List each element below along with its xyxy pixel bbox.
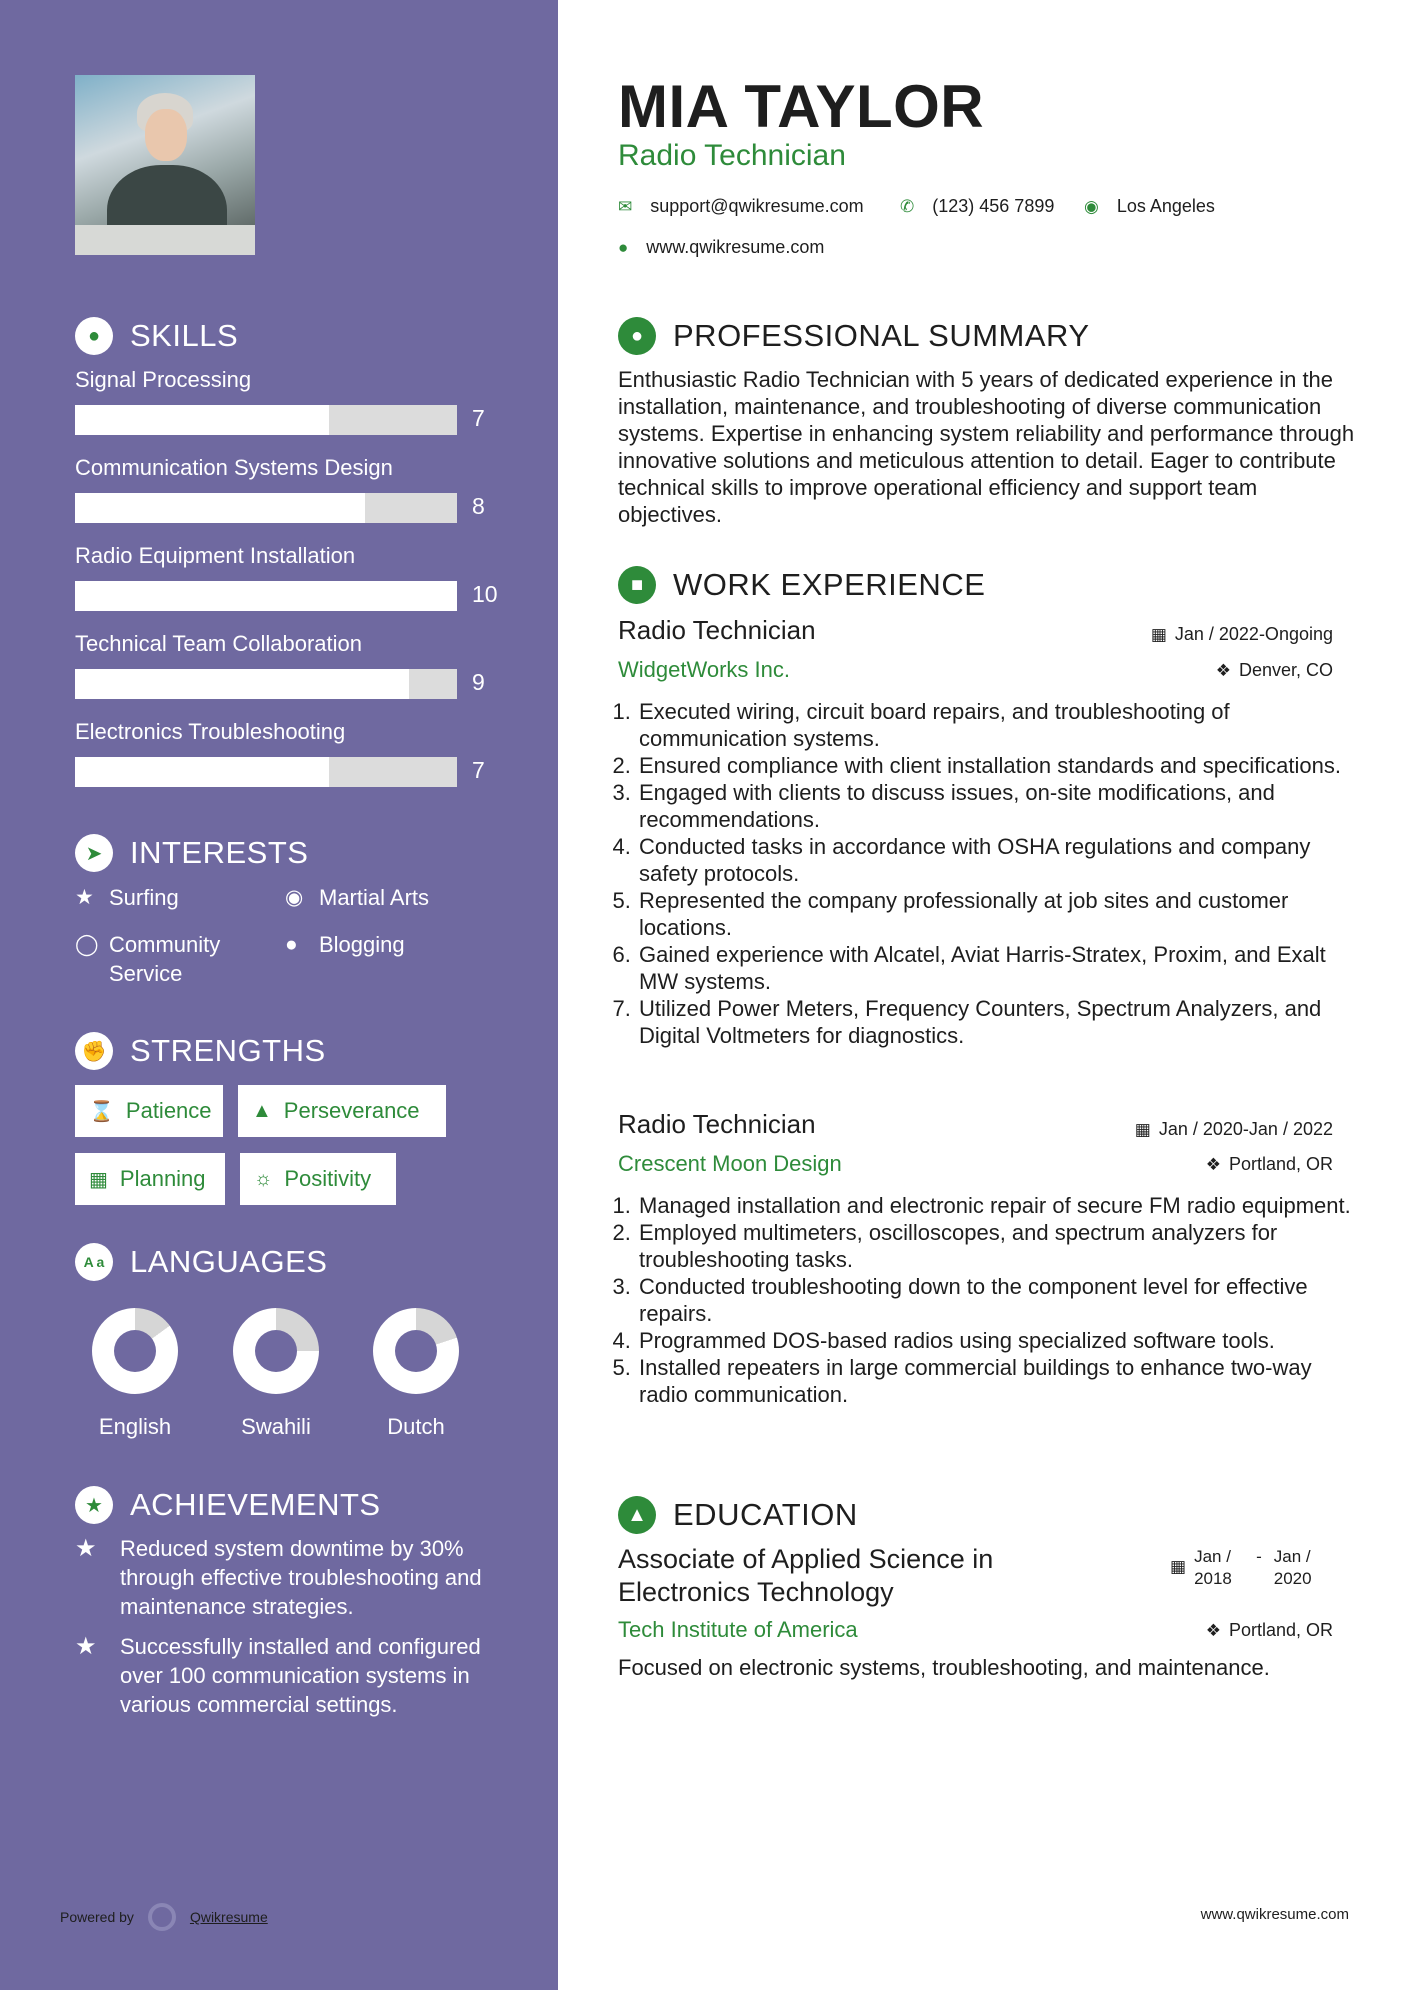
language-label: Dutch <box>387 1414 445 1439</box>
list-item: 1. Executed wiring, circuit board repairs, and troubleshooting of communication systems. <box>637 698 1358 752</box>
hourglass-icon: ⌛ <box>89 1100 114 1123</box>
list-item: 4. Conducted tasks in accordance with OSHA regulations and company safety protocols. <box>637 833 1358 887</box>
calendar-icon: ▦ <box>1170 1557 1187 1576</box>
lightbulb-icon: ● <box>75 317 113 355</box>
road-icon: ▲ <box>252 1099 272 1122</box>
list-item: 6. Gained experience with Alcatel, Aviat Harris-Stratex, Proxim, and Exalt MW systems. <box>637 941 1358 995</box>
star-icon: ★ <box>75 886 94 909</box>
skill-bar-fill <box>75 757 329 787</box>
phone-icon: ✆ <box>900 196 915 216</box>
achievement-item: ★ Reduced system downtime by 30% through effective troubleshooting and maintenance strategies. <box>75 1535 482 1619</box>
skill-value: 7 <box>472 405 485 431</box>
interest-item: ◉ Martial Arts <box>285 885 430 910</box>
skill-name: Technical Team Collaboration <box>75 631 362 656</box>
language-label: English <box>98 1414 172 1439</box>
job-duties <box>618 698 1358 1049</box>
skill-name: Radio Equipment Installation <box>75 543 356 568</box>
job-company: WidgetWorks Inc. <box>618 657 790 682</box>
job-dates: ▦ Jan / 2020-Jan / 2022 <box>1134 1119 1333 1139</box>
map-pin-icon: ◉ <box>1084 196 1099 216</box>
strength-badge: ⌛ Patience <box>75 1085 223 1137</box>
education-description: Focused on electronic systems, troubleshooting, and maintenance. <box>618 1655 1270 1680</box>
language-donut-english <box>92 1308 178 1394</box>
interests-heading: ➤ INTERESTS <box>75 834 308 872</box>
profile-photo <box>75 75 255 255</box>
skill-bar <box>75 581 457 611</box>
education-degree: Associate of Applied Science in Electronics Technology <box>618 1544 994 1607</box>
paper-plane-icon: ➤ <box>75 834 113 872</box>
star-badge-icon: ★ <box>75 1486 113 1524</box>
strength-badge: ☼ Positivity <box>240 1153 396 1205</box>
contact-phone[interactable]: ✆ (123) 456 7899 <box>900 196 1055 216</box>
main-content <box>558 0 1407 1990</box>
summary-text: Enthusiastic Radio Technician with 5 years of dedicated experience in the installation, maintenance, and troubleshooting of diverse communication systems. Expertise in enhancing system reliability and performance through innovative solutions and meticulous attention to detail. Eager to contribute technical skills to improve operational efficiency and support team objectives. <box>618 367 1355 527</box>
calendar-icon: ▦ <box>1150 624 1167 644</box>
job-dates: ▦ Jan / 2022-Ongoing <box>1150 624 1333 644</box>
language-label: Swahili <box>241 1414 311 1439</box>
list-item: 5. Represented the company professionally at job sites and customer locations. <box>637 887 1358 941</box>
strengths-heading: ✊ STRENGTHS <box>75 1032 326 1070</box>
interest-item: ● Blogging <box>285 932 405 957</box>
job-company: Crescent Moon Design <box>618 1151 842 1176</box>
contact-email[interactable]: ✉ support@qwikresume.com <box>618 196 864 216</box>
sidebar <box>0 0 558 1990</box>
skill-bar-fill <box>75 405 329 435</box>
strength-badge: ▲ Perseverance <box>238 1085 446 1137</box>
contact-location: ◉ Los Angeles <box>1084 196 1215 216</box>
education-heading: ▲ EDUCATION <box>618 1496 858 1534</box>
education-school: Tech Institute of America <box>618 1617 858 1642</box>
language-donut-dutch <box>373 1308 459 1394</box>
skills-heading: ● SKILLS <box>75 317 238 355</box>
users-icon: ● <box>285 933 298 956</box>
skill-value: 10 <box>472 581 498 607</box>
job-title: Radio Technician <box>618 1109 816 1139</box>
skill-bar-fill <box>75 493 365 523</box>
brand-link[interactable]: Qwikresume <box>189 1909 268 1925</box>
skill-bar <box>75 757 457 787</box>
experience-heading: ■ WORK EXPERIENCE <box>618 566 985 604</box>
list-item: 4. Programmed DOS-based radios using specialized software tools. <box>637 1327 1358 1354</box>
hands-icon: ◯ <box>75 933 99 956</box>
graduation-cap-icon: ▲ <box>618 1496 656 1534</box>
skill-value: 8 <box>472 493 485 519</box>
shooting-star-icon: ★ <box>75 1535 97 1562</box>
skill-name: Electronics Troubleshooting <box>75 719 346 744</box>
shooting-star-icon: ★ <box>75 1633 97 1660</box>
skill-bar <box>75 669 457 699</box>
sun-icon: ☼ <box>254 1167 273 1190</box>
skill-bar <box>75 405 457 435</box>
candidate-title: Radio Technician <box>618 139 846 172</box>
job-location: ❖ Portland, OR <box>1205 1154 1333 1174</box>
contact-website[interactable]: ● www.qwikresume.com <box>618 237 825 257</box>
summary-heading: ● PROFESSIONAL SUMMARY <box>618 317 1090 355</box>
calendar-icon: ▦ <box>89 1168 108 1191</box>
skill-bar <box>75 493 457 523</box>
skill-name: Signal Processing <box>75 367 252 392</box>
skill-value: 7 <box>472 757 485 783</box>
list-item: 3. Conducted troubleshooting down to the component level for effective repairs. <box>637 1273 1358 1327</box>
qwikresume-logo-icon <box>148 1903 176 1931</box>
achievement-item: ★ Successfully installed and configured over 100 communication systems in various commercial settings. <box>75 1633 481 1717</box>
strength-badge: ▦ Planning <box>75 1153 225 1205</box>
interest-item: ★ Surfing <box>75 885 179 910</box>
list-item: 1. Managed installation and electronic repair of secure FM radio equipment. <box>637 1192 1358 1219</box>
skill-name: Communication Systems Design <box>75 455 393 480</box>
achievements-heading: ★ ACHIEVEMENTS <box>75 1486 381 1524</box>
globe-icon: ● <box>618 237 629 257</box>
pin-icon: ❖ <box>1205 1620 1221 1640</box>
language-donut-swahili <box>233 1308 319 1394</box>
list-item: 7. Utilized Power Meters, Frequency Counters, Spectrum Analyzers, and Digital Voltmeters for diagnostics. <box>637 995 1358 1049</box>
pin-icon: ❖ <box>1215 660 1231 680</box>
list-item: 5. Installed repeaters in large commercial buildings to enhance two-way radio communication. <box>637 1354 1358 1408</box>
envelope-icon: ✉ <box>618 196 633 216</box>
calendar-icon: ▦ <box>1134 1119 1151 1139</box>
footer-url[interactable]: www.qwikresume.com <box>1200 1906 1349 1923</box>
skill-bar-fill <box>75 581 457 611</box>
education-dates: ▦ Jan / 2018 - Jan / 2020 <box>1170 1547 1312 1588</box>
skill-value: 9 <box>472 669 485 695</box>
chair-icon: ■ <box>618 566 656 604</box>
list-item: 3. Engaged with clients to discuss issues, on-site modifications, and recommendations. <box>637 779 1358 833</box>
language-icon: A a <box>75 1243 113 1281</box>
list-item: 2. Ensured compliance with client installation standards and specifications. <box>637 752 1358 779</box>
fist-icon: ✊ <box>75 1032 113 1070</box>
job-location: ❖ Denver, CO <box>1215 660 1333 680</box>
skill-bar-fill <box>75 669 409 699</box>
job-title: Radio Technician <box>618 615 816 645</box>
powered-by: Powered by Qwikresume <box>60 1903 268 1931</box>
list-item: 2. Employed multimeters, oscilloscopes, and spectrum analyzers for troubleshooting tasks. <box>637 1219 1358 1273</box>
globe-icon: ◉ <box>285 886 304 909</box>
pin-icon: ❖ <box>1205 1154 1221 1174</box>
education-location: ❖ Portland, OR <box>1205 1620 1333 1640</box>
job-duties <box>618 1192 1358 1408</box>
languages-heading: A a LANGUAGES <box>75 1243 327 1281</box>
interest-item: ◯ Community Service <box>75 932 221 986</box>
candidate-name: MIA TAYLOR <box>618 73 985 140</box>
user-icon: ● <box>618 317 656 355</box>
